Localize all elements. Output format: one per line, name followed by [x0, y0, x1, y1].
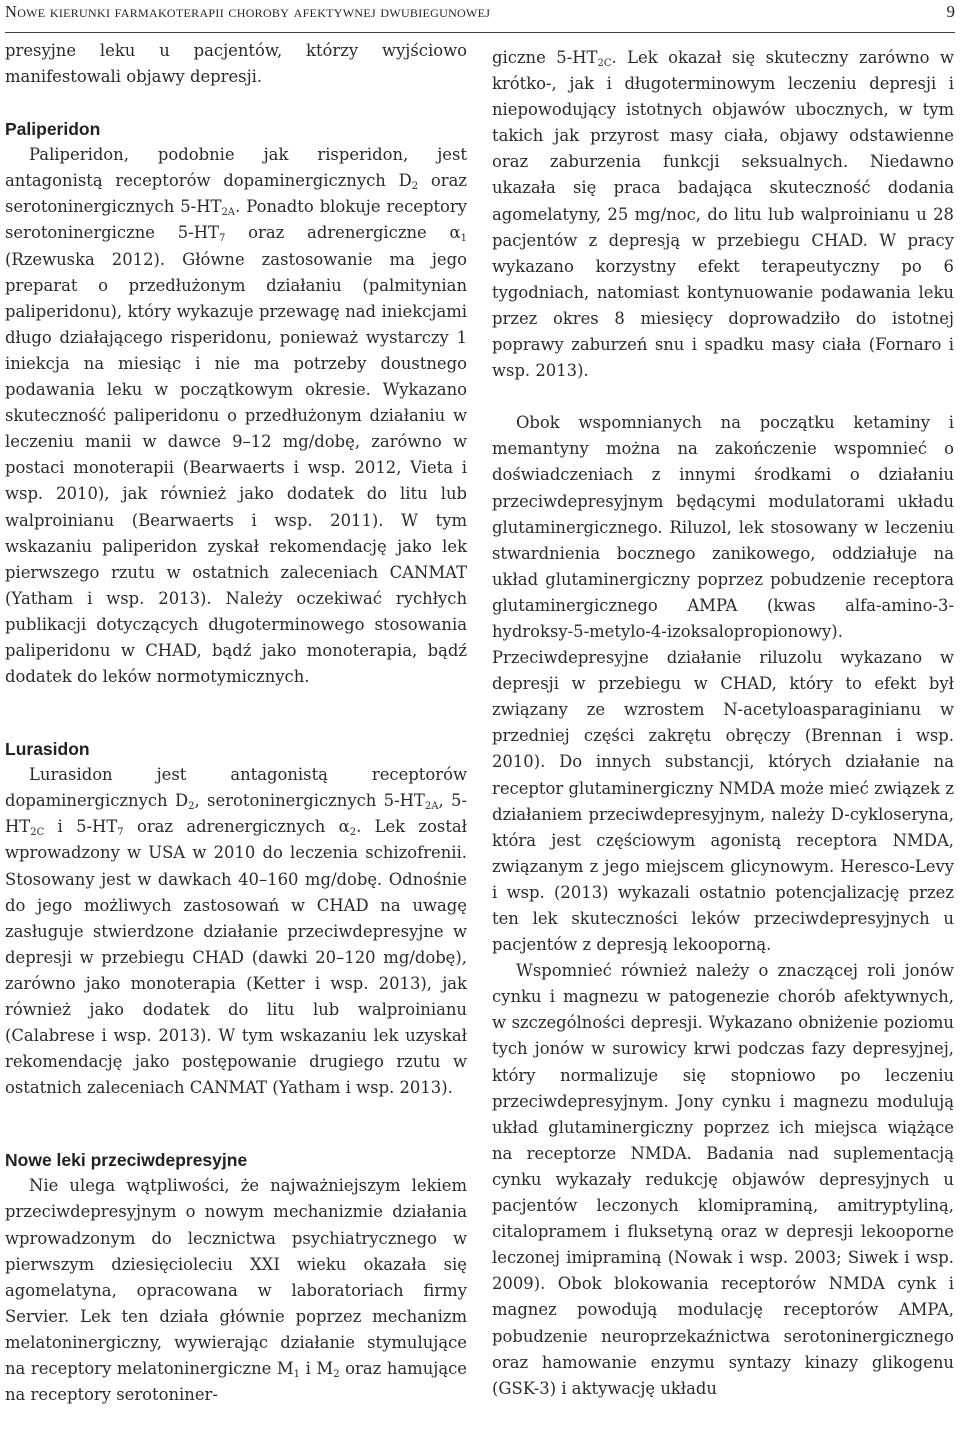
left-column	[5, 38, 467, 1408]
section-heading-paliperidon: Paliperidon	[5, 119, 101, 140]
journal-section-title: Nowe kierunki farmakoterapii choroby afektywnej dwubiegunowej	[5, 2, 491, 21]
zinc-magnesium-paragraph: Wspomnieć również należy o znaczącej roli jonów cynku i magnezu w patogenezie chorób afektywnych, w szczególności depresji. Wykazano obniżenie poziomu tych jonów w surowicy krwi podczas fazy depresyjnej, który normalizuje się stopniowo po leczeniu przeciwdepresyjnym. Jony cynku i magnezu modulują układ glutaminergiczny poprzez ich miejsca wiążące na receptorze NMDA. Badania nad suplementacją cynku wykazały redukcję objawów depresyjnych u pacjentów leczonych klomipraminą, amitryptyliną, citalopramem i fluksetyną oraz w depresji lekooporne leczonej imipraminą (Nowak i wsp. 2003; Siwek i wsp. 2009). Obok blokowania receptorów NMDA cynk i magnez powodują modulację receptorów AMPA, pobudzenie neuroprzekaźnictwa serotoninergicznego oraz hamowanie enzymu syntazy kinazy glikogenu (GSK-3) i aktywację układu	[492, 961, 954, 1398]
glutaminergic-paragraph: Obok wspomnianych na początku ketaminy i memantyny można na zakończenie wspomnieć o doświadczeniach z innymi środkami o działaniu przeciwdepresyjnym będącymi modulatorami układu glutaminergicznego. Riluzol, lek stosowany w leczeniu stwardnienia bocznego zanikowego, oddziałuje na układ glutaminergiczny poprzez pobudzenie receptora glutaminergicznego AMPA (kwas alfa-amino-3-hydroksy-5-metylo-4-izoksalopropionowy). Przeciwdepresyjne działanie riluzolu wykazano w depresji w przebiegu w CHAD, który to efekt był związany ze wzrostem N-acetyloasparaginianu w przedniej części zakrętu obręczy (Brennan i wsp. 2010). Do innych substancji, których działanie na receptor glutaminergiczny NMDA może mieć związek z działaniem przeciwdepresyjnym, należy D-cykloseryna, która jest częściowym agonistą receptora NMDA, związanym z jego miejscem glicynowym. Heresco-Levy i wsp. (2013) wykazali ostatnio potencjalizację przez ten lek skuteczności leków przeciwdepresyjnych u pacjentów z depresją lekooporną.	[492, 413, 954, 955]
right-column	[492, 45, 954, 1402]
nowe-leki-paragraph: Nie ulega wątpliwości, że najważniejszym lekiem przeciwdepresyjnym o nowym mechanizmie działania wprowadzonym do lecznictwa psychiatrycznego w pierwszym dziesięcioleciu XXI wieku okazała się agomelatyna, opracowana w laboratoriach firmy Servier. Lek ten działa głównie poprzez mechanizm melatoninergiczny, wywierając działanie stymulujące na receptory melatoninergiczne $M_1$ i $M_2$ oraz hamujące na receptory serotoniner-	[5, 1176, 467, 1405]
agomelatyna-paragraph: giczne $5-HT_{2C}$. Lek okazał się skuteczny zarówno w krótko-, jak i długoterminowym leczeniu depresji i niepowodujący istotnych objawów ubocznych, w tym takich jak przyrost masy ciała, objawy odstawienne oraz zaburzenia funkcji seksualnych. Niedawno ukazała się praca badająca skuteczność dodania agomelatyny, 25 mg/noc, do litu lub walproinianu u 28 pacjentów z depresją w przebiegu CHAD. W pracy wykazano korzystny efekt terapeutyczny po 6 tygodniach, natomiast kontynuowanie podawania leku przez okres 8 miesięcy doprowadziło do istotnej poprawy zaburzeń snu i spadku masy ciała (Fornaro i wsp. 2013).	[492, 48, 955, 381]
section-heading-lurasidon: Lurasidon	[5, 739, 90, 760]
paliperidon-paragraph: Paliperidon, podobnie jak risperidon, jest antagonistą receptorów dopaminergicznych $D_2$ oraz serotoninergicznych $5-HT_{2A}$. Ponadto blokuje receptory serotoninergiczne $5-HT_7$ oraz adrenergiczne $\alpha_1$ (Rzewuska 2012). Główne zastosowanie ma jego preparat o przedłużonym działaniu (palmitynian paliperidonu), który wykazuje przewagę nad iniekcjami długo działającego risperidonu, ponieważ wystarczy 1 iniekcja na miesiąc i nie ma potrzeby doustnego podawania leku w początkowym okresie. Wykazano skuteczność paliperidonu o przedłużonym działaniu w leczeniu manii w dawce 9–12 mg/dobę, zarówno w postaci monoterapii (Bearwaerts i wsp. 2012, Vieta i wsp. 2010), jak również jako dodatek do litu lub walproinianu (Bearwaerts i wsp. 2011). W tym wskazaniu paliperidon zyskał rekomendację jako lek pierwszego rzutu w ostatnich zaleceniach CANMAT (Yatham i wsp. 2013). Należy oczekiwać rychłych publikacji dotyczących długoterminowego stosowania paliperidonu w CHAD, bądź jako monoterapia, bądź dodatek do leków normotymicznych.	[5, 145, 467, 687]
intro-paragraph: presyjne leku u pacjentów, którzy wyjściowo manifestowali objawy depresji.	[5, 41, 467, 87]
page-number: 9	[946, 2, 955, 21]
section-heading-nowe-leki: Nowe leki przeciwdepresyjne	[5, 1150, 248, 1171]
running-header	[5, 0, 955, 33]
lurasidon-paragraph: Lurasidon jest antagonistą receptorów dopaminergicznych $D_2$, serotoninergicznych $5-HT_{2A}$, $5-HT_{2C}$ i $5-HT_7$ oraz adrenergicznych $\alpha_2$. Lek został wprowadzony w USA w 2010 do leczenia schizofrenii. Stosowany jest w dawkach 40–160 mg/dobę. Odnośnie do jego możliwych zastosowań w CHAD na uwagę zasługuje stwierdzone działanie przeciwdepresyjne w depresji w przebiegu CHAD (dawki 20–120 mg/dobę), zarówno jako monoterapia (Ketter i wsp. 2013), jak również jako dodatek do litu lub walproinianu (Calabrese i wsp. 2013). W tym wskazaniu lek uzyskał rekomendację jako postępowanie drugiego rzutu w ostatnich zaleceniach CANMAT (Yatham i wsp. 2013).	[5, 765, 467, 1098]
